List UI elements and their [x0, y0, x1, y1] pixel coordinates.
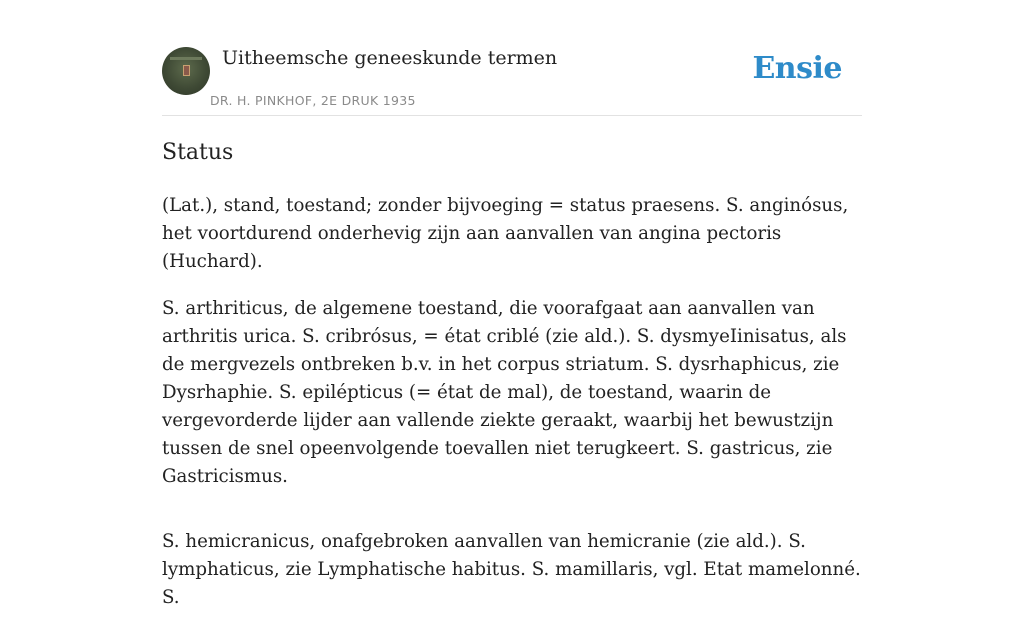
book-cover-avatar[interactable] — [162, 47, 210, 95]
book-author: DR. H. PINKHOF, 2E DRUK 1935 — [210, 93, 416, 108]
cover-band — [170, 57, 202, 60]
book-title-link[interactable]: Uitheemsche geneeskunde termen — [222, 47, 558, 69]
entry-title: Status — [162, 140, 234, 165]
entry-paragraph: (Lat.), stand, toestand; zonder bijvoeging = status praesens. S. anginósus, het voortdurend onderhevig zijn aan aanvallen van angina pectoris (Huchard). — [162, 195, 849, 272]
ensie-logo[interactable]: Ensie — [752, 51, 842, 86]
page — [162, 0, 862, 608]
entry-body — [162, 192, 862, 631]
cover-emblem — [183, 65, 190, 76]
book-header — [162, 0, 862, 116]
entry-paragraph: S. arthriticus, de algemene toestand, die voorafgaat aan aanvallen van arthritis urica. S. cribrósus, = état criblé (zie ald.). S. dysmyeIinisatus, als de mergvezels ontbreken b.v. in het corpus striatum. S. dysrhaphicus, zie Dysrhaphie. S. epilépticus (= état de mal), de toestand, waarin de vergevorderde lijder aan vallende ziekte geraakt, waarbij het bewustzijn tussen de snel opeenvolgende toevallen niet terugkeert. S. gastricus, zie Gastricismus. — [162, 298, 847, 487]
entry-paragraph: S. hemicranicus, onafgebroken aanvallen van hemicranie (zie ald.). S. lymphaticus, zie Lymphatische habitus. S. mamillaris, vgl. Etat mamelonné. S. — [162, 531, 861, 608]
